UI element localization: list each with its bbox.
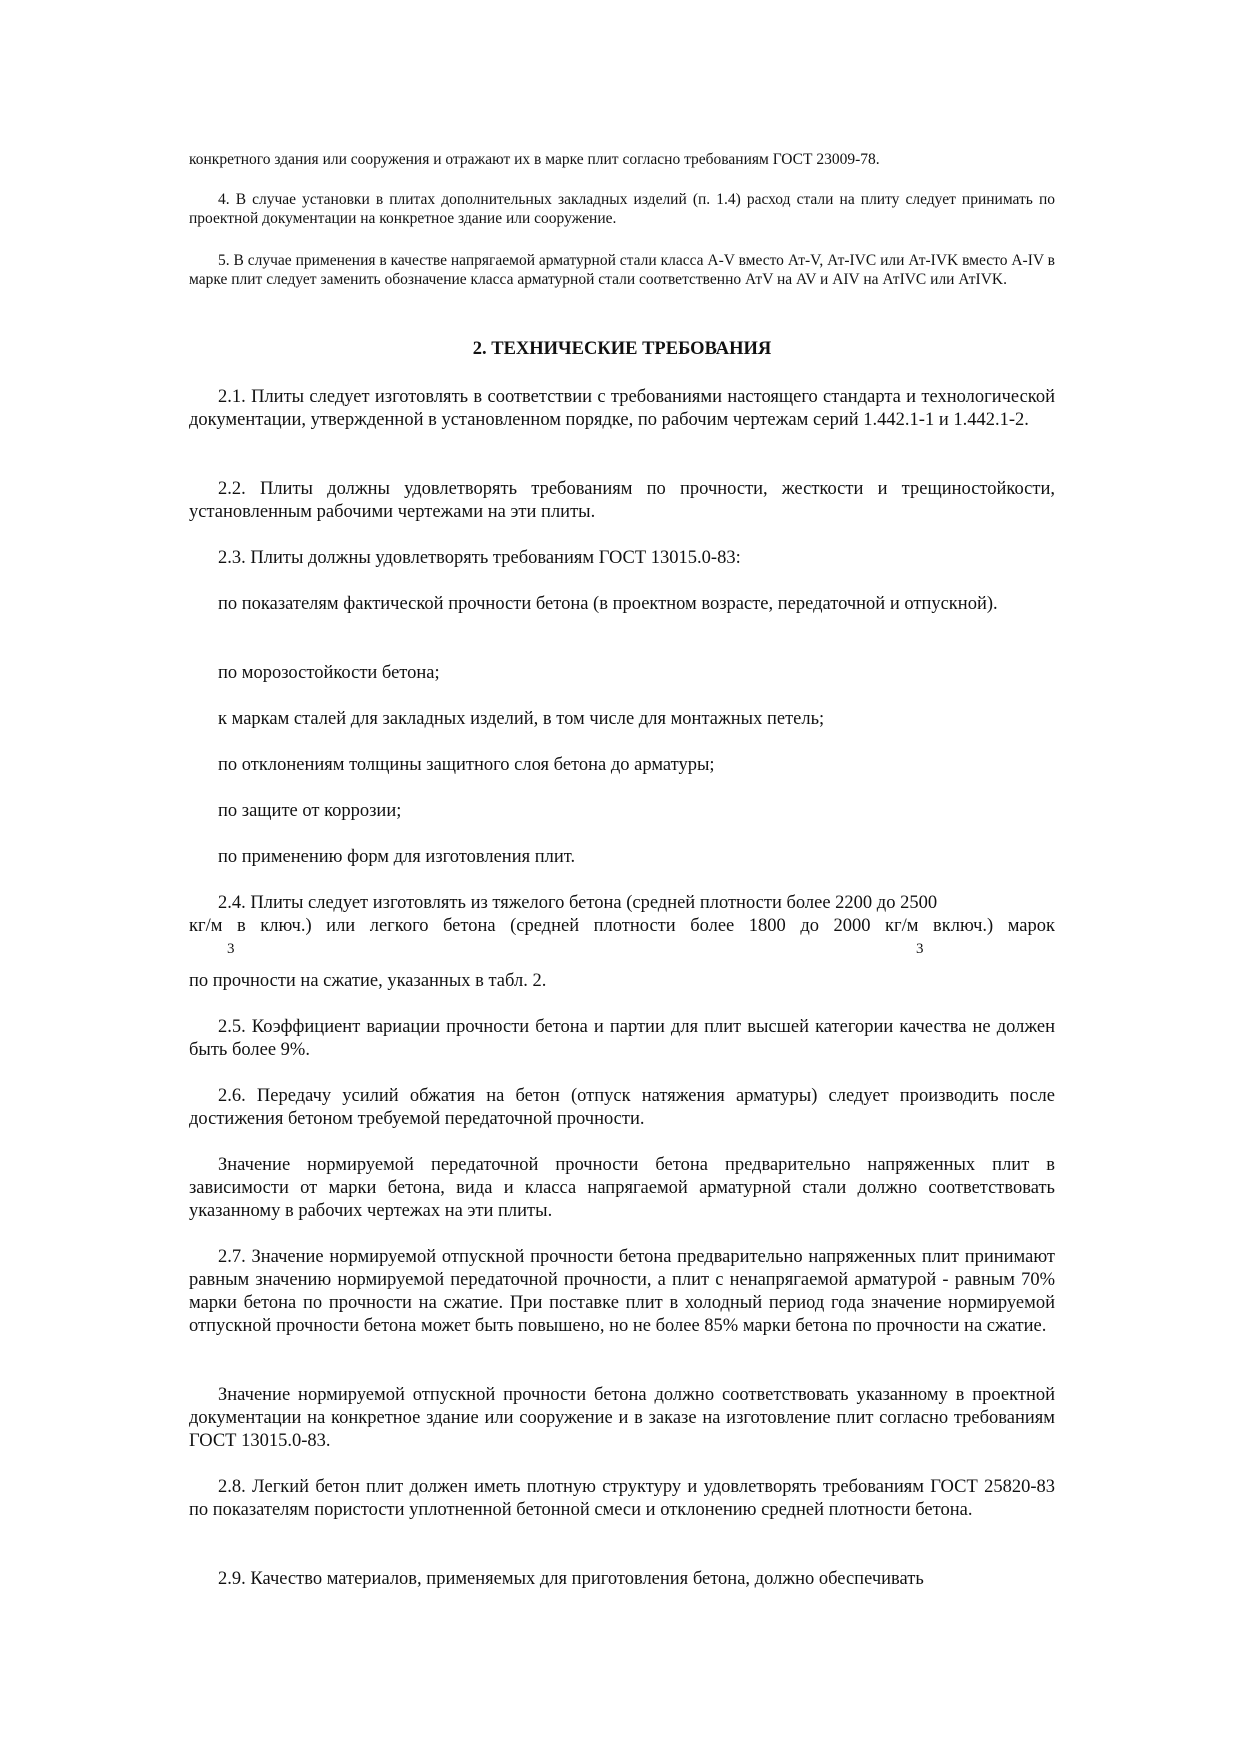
paragraph-note-4: 4. В случае установки в плитах дополнительных закладных изделий (п. 1.4) расход стали на плиту следует принимать по проектной документации на конкретное здание или сооружение.: [189, 191, 1055, 227]
section-title: 2. ТЕХНИЧЕСКИЕ ТРЕБОВАНИЯ: [472, 339, 772, 359]
unit-exponent-2: 3: [916, 941, 924, 957]
paragraph-2-3: 2.3. Плиты должны удовлетворять требованиям ГОСТ 13015.0-83:: [218, 548, 741, 568]
paragraph-2-8: 2.8. Легкий бетон плит должен иметь плотную структуру и удовлетворять требованиям ГОСТ 25820-83 по показателям пористости уплотненной бетонной смеси и отклонению средней плотности бетона.: [189, 1477, 1055, 1520]
paragraph-2-4-line-1: 2.4. Плиты следует изготовлять из тяжелого бетона (средней плотности более 2200 до 2500: [218, 893, 938, 913]
paragraph-2-7-value: Значение нормируемой отпускной прочности бетона должно соответствовать указанному в проектной документации на конкретное здание или сооружение и в заказе на изготовление плит согласно требованиям ГОСТ 13015.0-83.: [189, 1385, 1055, 1451]
list-item-forms: по применению форм для изготовления плит.: [218, 847, 576, 867]
paragraph-2-4-line-2: кг/м в ключ.) или легкого бетона (средней плотности более 1800 до 2000 кг/м включ.) марок: [189, 916, 1055, 936]
unit-exponent-1: 3: [227, 941, 235, 957]
paragraph-2-6-value: Значение нормируемой передаточной прочности бетона предварительно напряженных плит в зависимости от марки бетона, вида и класса напрягаемой арматурной стали должно соответствовать указанному в рабочих чертежах на эти плиты.: [189, 1155, 1055, 1221]
list-item-cover: по отклонениям толщины защитного слоя бетона до арматуры;: [218, 755, 715, 775]
paragraph-2-5: 2.5. Коэффициент вариации прочности бетона и партии для плит высшей категории качества не должен быть более 9%.: [189, 1017, 1055, 1060]
paragraph-intro-continuation: конкретного здания или сооружения и отражают их в марке плит согласно требованиям ГОСТ 23009-78.: [189, 151, 880, 168]
paragraph-2-6: 2.6. Передачу усилий обжатия на бетон (отпуск натяжения арматуры) следует производить после достижения бетоном требуемой передаточной прочности.: [189, 1086, 1055, 1129]
list-item-strength: по показателям фактической прочности бетона (в проектном возрасте, передаточной и отпускной).: [218, 594, 998, 614]
paragraph-note-5: 5. В случае применения в качестве напрягаемой арматурной стали класса A-V вместо Ат-V, Ат-IVC или Ат-IVK вместо A-IV в марке плит следует заменить обозначение класса арматурной стали соответственно АтV на AV и AIV на АтIVC или АтIVK.: [189, 252, 1055, 288]
paragraph-2-1: 2.1. Плиты следует изготовлять в соответствии с требованиями настоящего стандарта и технологической документации, утвержденной в установленном порядке, по рабочим чертежам серий 1.442.1-1 и 1.442.1-2.: [189, 387, 1055, 430]
list-item-corrosion: по защите от коррозии;: [218, 801, 402, 821]
paragraph-2-9: 2.9. Качество материалов, применяемых для приготовления бетона, должно обеспечивать: [218, 1569, 924, 1589]
paragraph-2-4-line-3: по прочности на сжатие, указанных в табл. 2.: [189, 971, 547, 991]
list-item-frost: по морозостойкости бетона;: [218, 663, 440, 683]
paragraph-2-7: 2.7. Значение нормируемой отпускной прочности бетона предварительно напряженных плит принимают равным значению нормируемой передаточной прочности, а плит с ненапрягаемой арматурой - равным 70% марки бетона по прочности на сжатие. При поставке плит в холодный период года значение нормируемой отпускной прочности бетона может быть повышено, но не более 85% марки бетона по прочности на сжатие.: [189, 1247, 1055, 1336]
paragraph-2-2: 2.2. Плиты должны удовлетворять требованиям по прочности, жесткости и трещиностойкости, установленным рабочими чертежами на эти плиты.: [189, 479, 1055, 522]
list-item-steel: к маркам сталей для закладных изделий, в том числе для монтажных петель;: [218, 709, 825, 729]
